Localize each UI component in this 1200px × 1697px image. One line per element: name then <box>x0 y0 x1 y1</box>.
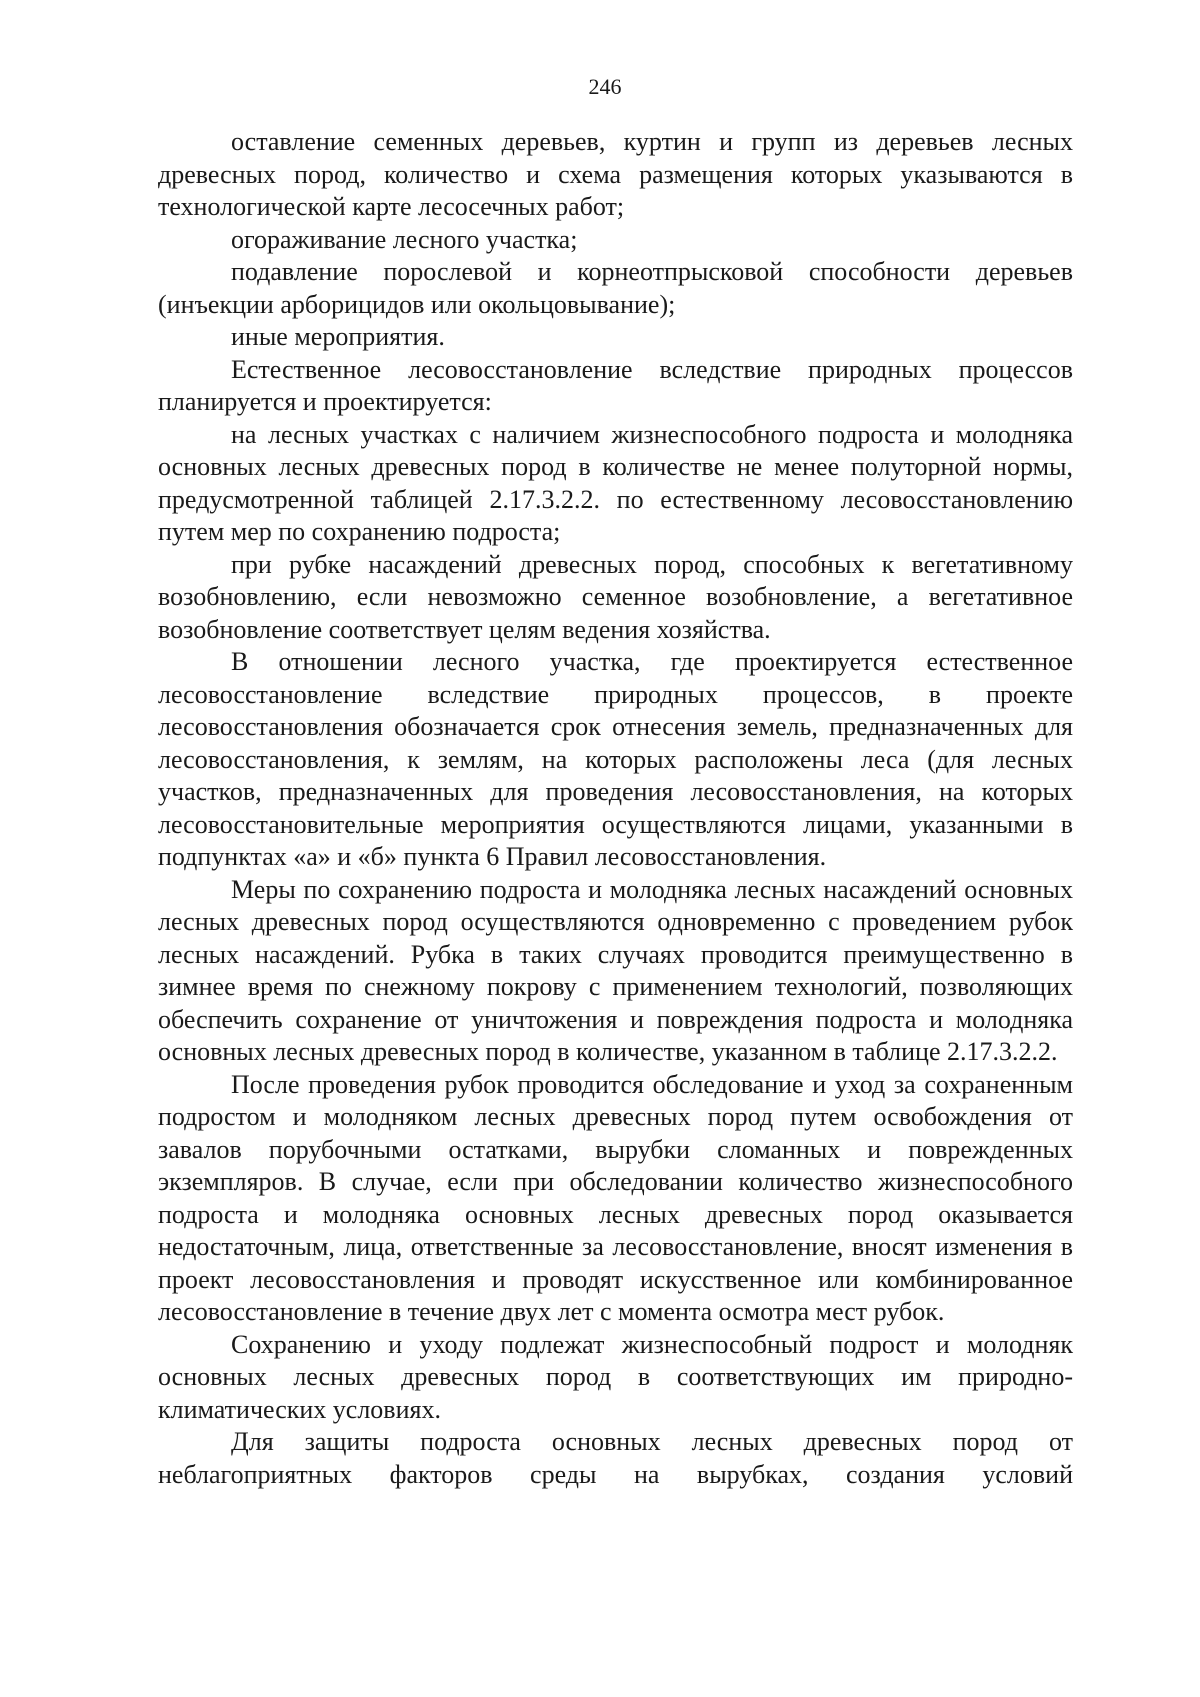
paragraph: иные мероприятия. <box>231 322 445 351</box>
body-text <box>158 126 1073 1491</box>
paragraph: После проведения рубок проводится обследование и уход за сохраненным подростом и молодняком лесных древесных пород путем освобождения от завалов порубочными остатками, вырубки сломанных и поврежденных экземпляров. В случае, если при обследовании количество жизнеспособного подроста и молодняка основных лесных древесных пород оказывается недостаточным, лица, ответственные за лесовосстановление, вносят изменения в проект лесовосстановления и проводят искусственное или комбинированное лесовосстановление в течение двух лет с момента осмотра мест рубок. <box>158 1069 1073 1326</box>
paragraph: оставление семенных деревьев, куртин и групп из деревьев лесных древесных пород, количество и схема размещения которых указываются в технологической карте лесосечных работ; <box>158 127 1073 221</box>
paragraph: подавление порослевой и корнеотпрысковой способности деревьев (инъекции арборицидов или окольцовывание); <box>158 257 1073 319</box>
paragraph: при рубке насаждений древесных пород, способных к вегетативному возобновлению, если невозможно семенное возобновление, а вегетативное возобновление соответствует целям ведения хозяйства. <box>158 549 1073 644</box>
paragraph: на лесных участках с наличием жизнеспособного подроста и молодняка основных лесных древесных пород в количестве не менее полуторной нормы, предусмотренной таблицей 2.17.3.2.2. по естественному лесовосстановлению путем мер по сохранению подроста; <box>158 419 1073 546</box>
page-number: 246 <box>588 74 622 99</box>
paragraph: Меры по сохранению подроста и молодняка лесных насаждений основных лесных древесных пород осуществляются одновременно с проведением рубок лесных насаждений. Рубка в таких случаях проводится преимущественно в зимнее время по снежному покрову с применением технологий, позволяющих обеспечить сохранение от уничтожения и повреждения подроста и молодняка основных лесных древесных пород в количестве, указанном в таблице 2.17.3.2.2. <box>158 874 1073 1066</box>
paragraph: Естественное лесовосстановление вследствие природных процессов планируется и проектируется: <box>158 354 1073 416</box>
paragraph: В отношении лесного участка, где проектируется естественное лесовосстановление вследствие природных процессов, в проекте лесовосстановления обозначается срок отнесения земель, предназначенных для лесовосстановления, к землям, на которых расположены леса (для лесных участков, предназначенных для проведения лесовосстановления, на которых лесовосстановительные мероприятия осуществляются лицами, указанными в подпунктах «а» и «б» пункта 6 Правил лесовосстановления. <box>158 647 1073 871</box>
paragraph: огораживание лесного участка; <box>231 224 578 254</box>
paragraph: Для защиты подроста основных лесных древесных пород от неблагоприятных факторов среды на вырубках, создания условий <box>158 1427 1073 1489</box>
paragraph: Сохранению и уходу подлежат жизнеспособный подрост и молодняк основных лесных древесных пород в соответствующих им природно-климатических условиях. <box>158 1329 1073 1424</box>
